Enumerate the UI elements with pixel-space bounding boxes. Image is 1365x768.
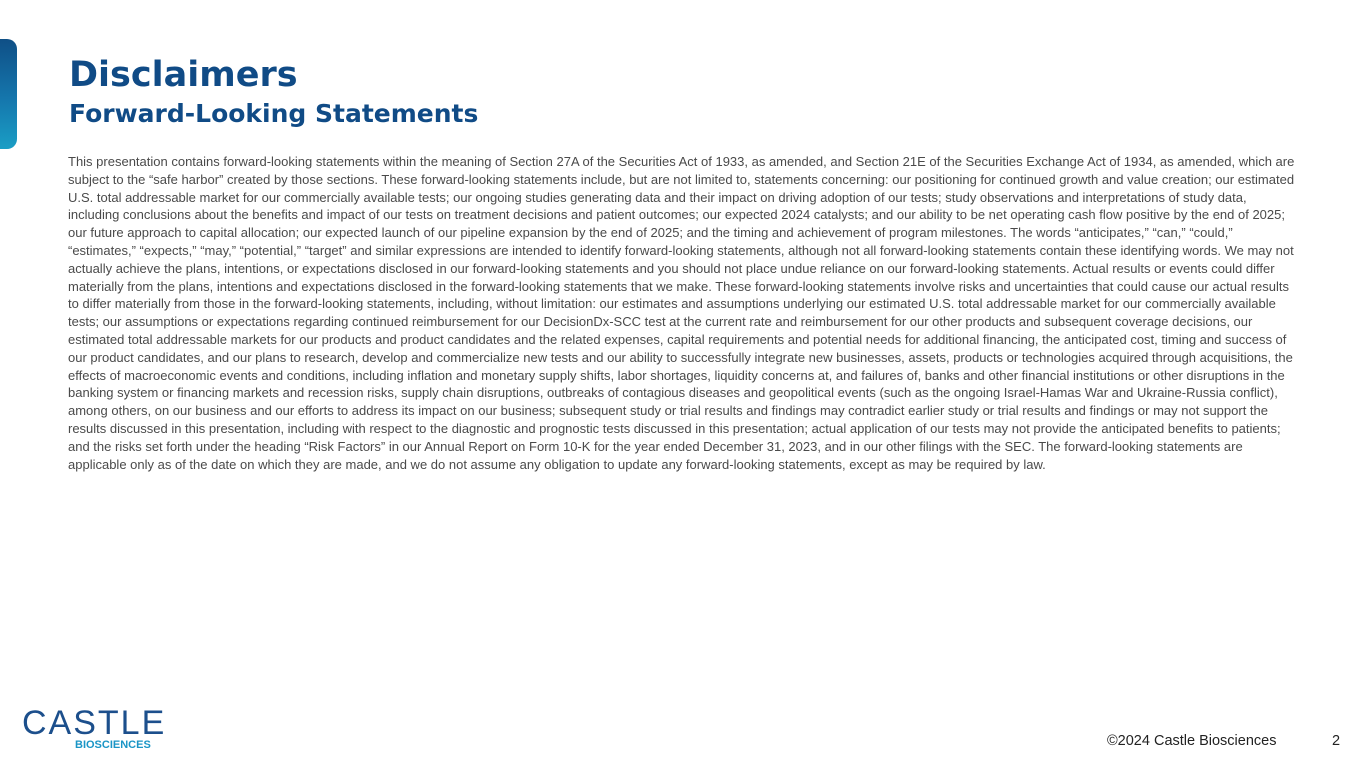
disclaimer-body: This presentation contains forward-looking statements within the meaning of Section 27A of the Securities Act of 1933, as amended, and Section 21E of the Securities Exchange Act of 1934, as amended, which are subject to the “safe harbor” created by those sections. These forward-looking statements include, but are not limited to, statements concerning: our positioning for continued growth and value creation; our estimated U.S. total addressable market for our commercially available tests; our ongoing studies generating data and their impact on driving adoption of our tests; study observations and interpretations of study data, including conclusions about the benefits and impact of our tests on treatment decisions and patient outcomes; our expected 2024 catalysts; and our ability to be net operating cash flow positive by the end of 2025; our future approach to capital allocation; our expected launch of our pipeline expansion by the end of 2025; and the timing and achievement of program milestones. The words “anticipates,” “can,” “could,” “estimates,” “expects,” “may,” “potential,” “target” and similar expressions are intended to identify forward-looking statements, although not all forward-looking statements contain these identifying words. We may not actually achieve the plans, intentions, or expectations disclosed in our forward-looking statements and you should not place undue reliance on our forward-looking statements. Actual results or events could differ materially from the plans, intentions and expectations disclosed in the forward-looking statements that we make. These forward-looking statements involve risks and uncertainties that could cause our actual results to differ materially from those in the forward-looking statements, including, without limitation: our estimates and assumptions underlying our estimated U.S. total addressable market for our commercially available tests; our assumptions or expectations regarding continued reimbursement for our DecisionDx-SCC test at the current rate and reimbursement for our other products and subsequent coverage decisions, our estimated total addressable markets for our products and product candidates and the related expenses, capital requirements and potential needs for additional financing, the anticipated cost, timing and success of our product candidates, and our plans to research, develop and commercialize new tests and our ability to successfully integrate new businesses, assets, products or technologies acquired through acquisitions, the effects of macroeconomic events and conditions, including inflation and monetary supply shifts, labor shortages, liquidity concerns at, and failures of, banks and other financial institutions or other disruptions in the banking system or financing markets and recession risks, supply chain disruptions, outbreaks of contagious diseases and geopolitical events (such as the ongoing Israel-Hamas War and Ukraine-Russia conflict), among others, on our business and our efforts to address its impact on our business; subsequent study or trial results and findings may contradict earlier study or trial results and findings or may not support the results discussed in this presentation, including with respect to the diagnostic and prognostic tests discussed in this presentation; actual application of our tests may not provide the anticipated benefits to patients; and the risks set forth under the heading “Risk Factors” in our Annual Report on Form 10-K for the year ended December 31, 2023, and in our other filings with the SEC. The forward-looking statements are applicable only as of the date on which they are made, and we do not assume any obligation to update any forward-looking statements, except as may be required by law. — [68, 154, 1295, 472]
slide-subtitle: Forward-Looking Statements — [69, 99, 479, 128]
page-number: 2 — [1332, 733, 1341, 749]
accent-tab — [0, 39, 17, 149]
copyright-notice: ©2024 Castle Biosciences — [1107, 733, 1277, 749]
slide-title: Disclaimers — [69, 55, 298, 95]
logo-subtitle: BIOSCIENCES — [75, 739, 151, 751]
logo-wordmark: CASTLE — [22, 704, 167, 742]
castle-biosciences-logo — [22, 706, 167, 754]
